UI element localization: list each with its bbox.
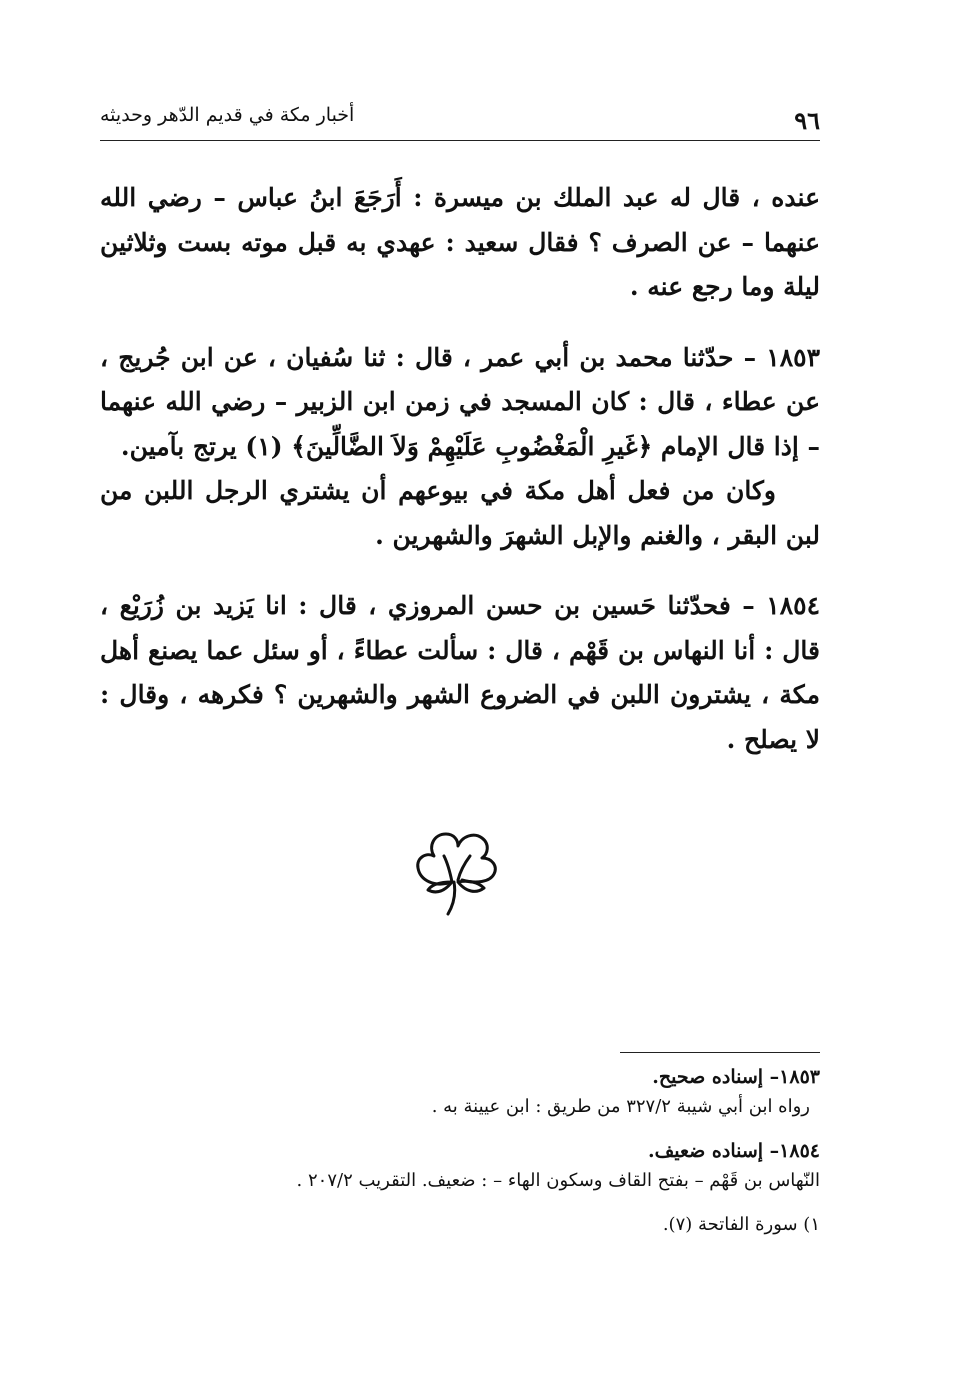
footnote-divider [620,1052,820,1053]
running-title: أخبار مكة في قديم الدّهر وحديثه [100,104,355,126]
footnote-1854-text: النّهاس بن قَهْم – بفتح القاف وسكون الهاء – : ضعيف. التقريب ٢٠٧/٢ . [296,1170,820,1191]
footnote-1: ١) سورة الفاتحة (٧). [662,1214,820,1235]
paragraph-milk-trade: وكان من فعل أهل مكة في بيوعهم أن يشتري الرجل اللبن من لبن البقر ، والغنم والإبل الشهرَ والشهرين . [100,476,820,550]
hadith-1854: ١٨٥٤ – فحدّثنا حَسين بن حسن المروزي ، قال : انا يَزيد بن زُرَيْع ، قال : أنا النهاس بن قَهْم ، قال : سألت عطاءً ، أو سئل عما يصنع أهل مكة ، يشترون اللبن في الضروع الشهر والشهرين ؟ فكرهه ، وقال : لا يصلح . [100,591,820,754]
hadith-1853: ١٨٥٣ – حدّثنا محمد بن أبي عمر ، قال : ثنا سُفيان ، عن ابن جُريج ، عن عطاء ، قال : كان المسجد في زمن ابن الزبير – رضي الله عنهما – إذا قال الإمام ﴿غَيرِ الْمَغْضُوبِ عَلَيْهِمْ وَلاَ الضَّالِّينَ﴾ (١) يرتج بآمين. [100,342,820,461]
footnote-1854 [100,1136,820,1196]
footnote-1853-head: ١٨٥٣– إسناده صحيح. [652,1066,820,1088]
page-header [100,100,820,141]
footnotes [100,1062,820,1240]
footnote-1853-text: رواه ابن أبي شيبة ٣٢٧/٢ من طريق : ابن عيينة به . [431,1096,810,1117]
main-text [100,176,820,762]
footnote-1854-head: ١٨٥٤– إسناده ضعيف. [647,1140,820,1162]
paragraph-continuation: عنده ، قال له عبد الملك بن ميسرة : أَرَجَعَ ابنُ عباس – رضي الله عنهما – عن الصرف ؟ فقال سعيد : عهدي به قبل موته بست وثلاثين ليلة وما رجع عنه . [100,183,820,301]
flower-ornament-icon [404,822,508,918]
page-number: ٩٦ [794,106,820,135]
footnote-1853 [100,1062,820,1122]
